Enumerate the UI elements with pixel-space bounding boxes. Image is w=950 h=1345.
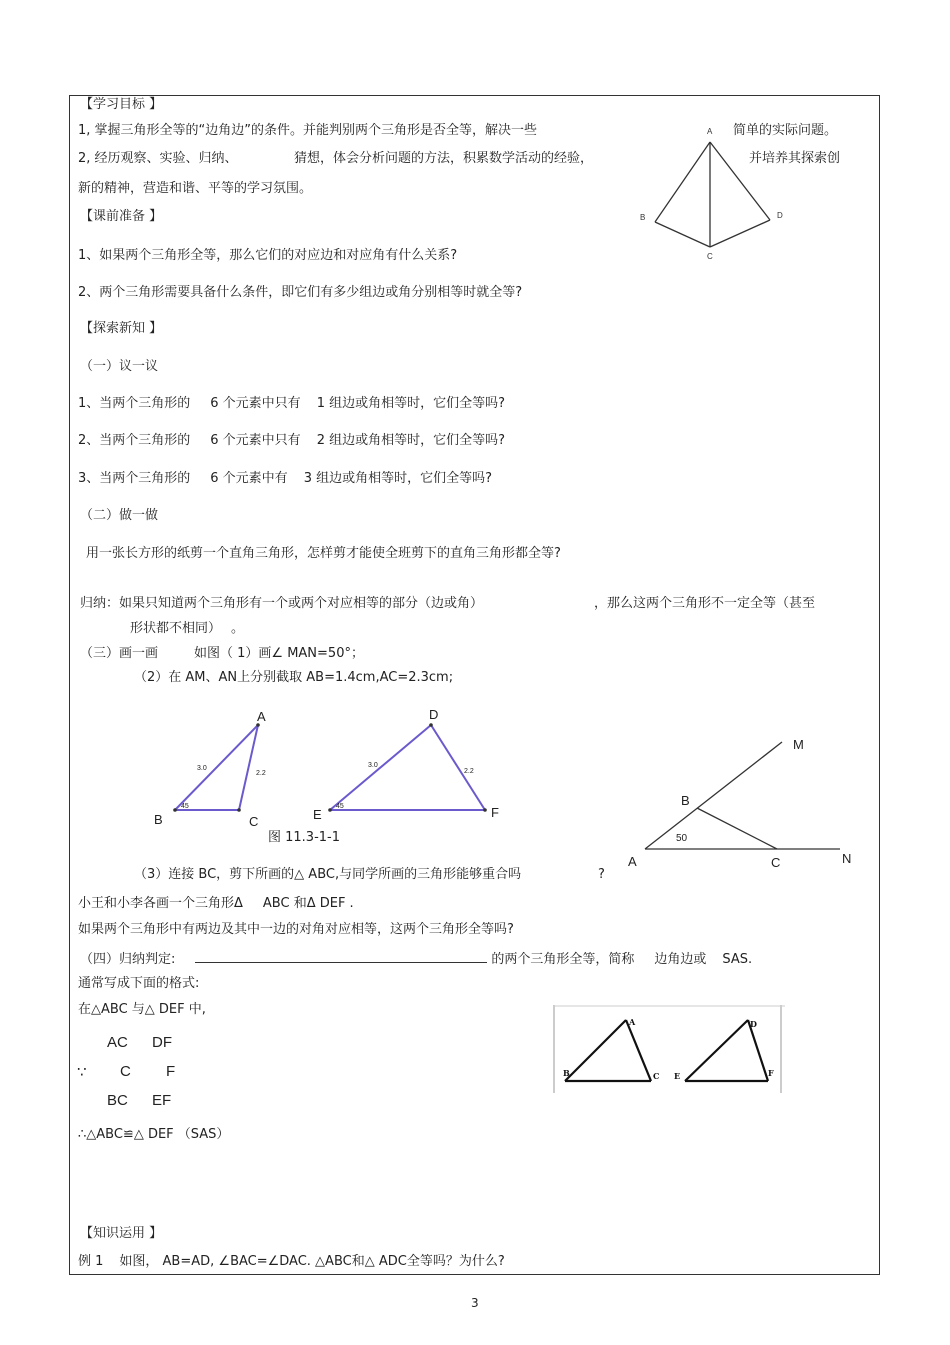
discuss-q2: 2、当两个三角形的 6 个元素中只有 2 组边或角相等时，它们全等吗? (78, 433, 505, 448)
proof-row-2a: C (120, 1063, 131, 1080)
draw-step-3: （3）连接 BC，剪下所画的△ ABC,与同学所画的三角形能够重合吗 (134, 867, 522, 882)
discuss-q1: 1、当两个三角形的 6 个元素中只有 1 组边或角相等时，它们全等吗? (78, 396, 505, 411)
triangle-pair-figure (553, 1005, 785, 1093)
goal-line-2: 2, 经历观察、实验、归纳、 (78, 151, 238, 166)
summary-line-2: 形状都不相同） 。 (130, 621, 245, 636)
goal-line-1: 1, 掌握三角形全等的“边角边”的条件。并能判别两个三角形是否全等，解决一些 (78, 123, 538, 138)
kite-label-c: C (707, 252, 713, 261)
discuss-q3: 3、当两个三角形的 6 个元素中有 3 组边或角相等时，它们全等吗? (78, 471, 492, 486)
tri1-angle: 45 (181, 803, 189, 810)
angle-label-b: B (681, 793, 690, 808)
tri2-label-f: F (491, 805, 499, 820)
angle-label-a: A (628, 854, 637, 869)
tri2-side-de: 3.0 (368, 762, 378, 769)
draw-step-2: （2）在 AM、AN上分别截取 AB=1.4cm,AC=2.3cm; (134, 670, 454, 685)
question-ssa: 如果两个三角形中有两边及其中一边的对角对应相等，这两个三角形全等吗? (78, 922, 514, 937)
tri1-label-b: B (154, 812, 163, 827)
goal-line-2-mid: 猜想，体会分析问题的方法，积累数学活动的经验， (294, 151, 594, 166)
tri1-label-c: C (249, 814, 259, 828)
goal-line-3: 新的精神，营造和谐、平等的学习氛围。 (78, 181, 313, 196)
triangle-def-figure (305, 703, 505, 828)
tri1-side-ab: 3.0 (197, 765, 207, 772)
goal-line-1-end: 简单的实际问题。 (733, 123, 838, 138)
prep-heading: 【课前准备 】 (80, 209, 163, 224)
proof-row-2b: F (166, 1063, 176, 1080)
figure-caption: 图 11.3-1-1 (268, 830, 341, 845)
prep-question-1: 1、如果两个三角形全等，那么它们的对应边和对应角有什么关系? (78, 248, 458, 263)
prep-question-2: 2、两个三角形需要具备什么条件，即它们有多少组边或角分别相等时就全等? (78, 285, 523, 300)
section-discuss: （一）议一议 (80, 359, 159, 374)
example-1: 例 1 如图， AB=AD, ∠BAC=∠DAC. △ABC和△ ADC全等吗？为什么? (78, 1254, 505, 1269)
pair-label-c: C (653, 1071, 660, 1081)
summary-line-1-end: ，那么这两个三角形不一定全等（甚至 (594, 596, 816, 611)
proof-row-1b: DF (152, 1034, 172, 1051)
tri2-label-e: E (313, 807, 322, 822)
proof-row-1a: AC (107, 1034, 128, 1051)
kite-label-b: B (640, 213, 646, 222)
do-question: 用一张长方形的纸剪一个直角三角形，怎样剪才能使全班剪下的直角三角形都全等? (86, 546, 561, 561)
pair-label-f: F (768, 1068, 774, 1078)
goal-line-2-end: 并培养其探索创 (749, 151, 841, 166)
page-number: 3 (471, 1296, 479, 1310)
proof-row-3b: EF (152, 1092, 172, 1109)
goal-heading: 【学习目标 】 (80, 97, 163, 112)
angle-label-c: C (771, 855, 781, 870)
pair-label-a: A (629, 1017, 636, 1027)
triangle-abc-figure (145, 703, 280, 828)
angle-man-figure (620, 732, 865, 872)
section-do: （二）做一做 (80, 508, 159, 523)
kite-label-d: D (777, 211, 783, 220)
draw-step-3-q: ? (598, 867, 605, 882)
draw-step-1: 如图（ 1）画∠ MAN=50°； (194, 646, 364, 661)
because-symbol: ∵ (77, 1063, 87, 1081)
xiaowang-line: 小王和小李各画一个三角形Δ ABC 和Δ DEF . (78, 896, 354, 911)
angle-label-n: N (842, 851, 852, 866)
tri2-side-df: 2.2 (464, 768, 474, 775)
section-rule: （四）归纳判定: 的两个三角形全等，简称 边角边或 SAS. (80, 952, 753, 967)
pair-label-d: D (750, 1019, 757, 1029)
tri1-label-a: A (257, 709, 266, 724)
proof-conclusion: ∴△ABC≌△ DEF （SAS） (78, 1127, 230, 1142)
pair-label-b: B (563, 1068, 570, 1078)
section-draw: （三）画一画 (80, 646, 159, 661)
explore-heading: 【探索新知 】 (80, 321, 163, 336)
angle-label-m: M (793, 737, 804, 752)
apply-heading: 【知识运用 】 (80, 1226, 163, 1241)
kite-figure (630, 122, 790, 262)
format-intro: 通常写成下面的格式: (78, 976, 200, 991)
tri2-angle: 45 (336, 803, 344, 810)
format-context: 在△ABC 与△ DEF 中, (78, 1002, 206, 1017)
kite-label-a: A (707, 127, 713, 136)
tri1-side-ac: 2.2 (256, 770, 266, 777)
pair-label-e: E (674, 1071, 681, 1081)
proof-row-3a: BC (107, 1092, 128, 1109)
summary-line-1: 归纳：如果只知道两个三角形有一个或两个对应相等的部分（边或角） (80, 596, 484, 611)
tri2-label-d: D (429, 707, 439, 722)
answer-blank[interactable] (195, 950, 487, 963)
angle-degree: 50 (676, 833, 688, 844)
